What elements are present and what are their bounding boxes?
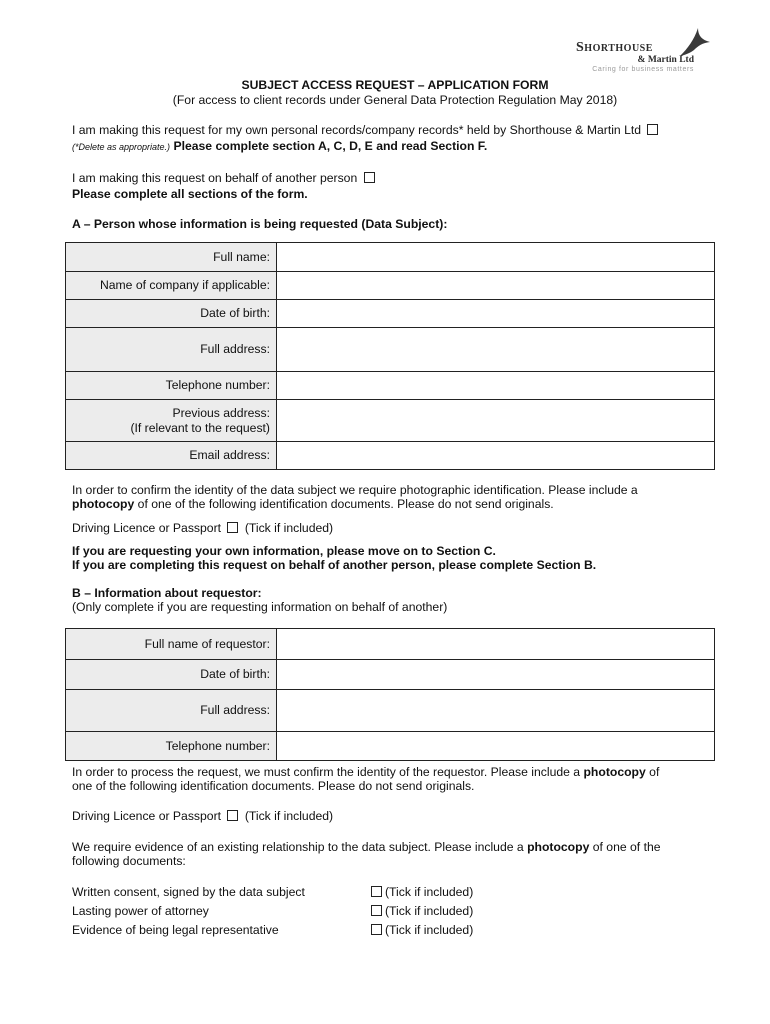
document-label: Written consent, signed by the data subject — [72, 885, 305, 899]
complete-behalf-instruction: Please complete all sections of the form. — [72, 187, 308, 201]
field-label: Full address: — [66, 328, 277, 372]
field-label: Telephone number: — [66, 732, 277, 761]
subject-licence-line — [72, 521, 333, 535]
previous-address-note: (If relevant to the request) — [130, 420, 270, 435]
behalf-request-line — [72, 171, 378, 185]
tick-label: (Tick if included) — [244, 521, 334, 535]
id-text-line-2 — [72, 497, 554, 511]
field-label: Name of company if applicable: — [66, 272, 277, 300]
tick-label: (Tick if included) — [385, 885, 474, 899]
own-request-instructions — [72, 139, 487, 153]
delete-note: (*Delete as appropriate.) — [72, 142, 171, 152]
field-label: Full address: — [66, 690, 277, 732]
written-consent-checkbox[interactable] — [371, 886, 382, 897]
complete-own-instruction: Please complete section A, C, D, E and read Section F. — [173, 139, 488, 153]
full-address-input[interactable] — [277, 328, 715, 372]
field-label: Full name of requestor: — [66, 629, 277, 660]
document-tick — [368, 904, 473, 918]
email-input[interactable] — [277, 442, 715, 470]
field-label: Telephone number: — [66, 372, 277, 400]
company-logo — [572, 26, 712, 74]
table-row — [66, 442, 715, 470]
own-request-line — [72, 123, 661, 137]
table-row — [66, 660, 715, 690]
table-row — [66, 328, 715, 372]
table-row — [66, 690, 715, 732]
section-a-heading: A – Person whose information is being requested (Data Subject): — [72, 217, 448, 231]
id-text-rest: of one of the following identification documents. Please do not send originals. — [134, 497, 554, 511]
evidence-text: We require evidence of an existing relationship to the data subject. Please include a — [72, 840, 528, 854]
requestor-name-input[interactable] — [277, 629, 715, 660]
table-row — [66, 272, 715, 300]
photocopy-emphasis: photocopy — [72, 497, 135, 511]
section-b-heading: B – Information about requestor: — [72, 586, 262, 600]
form-title: SUBJECT ACCESS REQUEST – APPLICATION FORM — [241, 78, 549, 92]
section-b-table — [65, 628, 715, 761]
id-text-line-1: In order to confirm the identity of the data subject we require photographic identification. Please include a — [72, 483, 638, 497]
own-request-text: I am making this request for my own personal records/company records* held by Shorthouse & Martin Ltd — [72, 123, 642, 137]
move-on-c-instruction: If you are requesting your own information, please move on to Section C. — [72, 544, 496, 558]
requestor-telephone-input[interactable] — [277, 732, 715, 761]
tick-label: (Tick if included) — [385, 904, 474, 918]
table-row — [66, 372, 715, 400]
document-tick — [368, 885, 473, 899]
evidence-text-end: of one of the — [589, 840, 661, 854]
own-request-checkbox[interactable] — [647, 124, 658, 135]
field-label: Full name: — [66, 243, 277, 272]
table-row — [66, 243, 715, 272]
requestor-address-input[interactable] — [277, 690, 715, 732]
section-b-subheading: (Only complete if you are requesting information on behalf of another) — [72, 600, 448, 614]
field-label — [66, 400, 277, 442]
photocopy-emphasis: photocopy — [583, 765, 646, 779]
form-subtitle: (For access to client records under General Data Protection Regulation May 2018) — [172, 93, 618, 107]
previous-address-label: Previous address: — [172, 405, 270, 420]
tick-label: (Tick if included) — [244, 809, 334, 823]
company-name-input[interactable] — [277, 272, 715, 300]
table-row — [66, 400, 715, 442]
evidence-line-1 — [72, 840, 661, 854]
power-of-attorney-checkbox[interactable] — [371, 905, 382, 916]
full-name-input[interactable] — [277, 243, 715, 272]
document-tick — [368, 923, 473, 937]
requestor-licence-checkbox[interactable] — [227, 810, 238, 821]
field-label: Date of birth: — [66, 300, 277, 328]
requestor-id-text-end: of — [645, 765, 660, 779]
requestor-id-line-2: one of the following identification documents. Please do not send originals. — [72, 779, 475, 793]
date-of-birth-input[interactable] — [277, 300, 715, 328]
tick-label: (Tick if included) — [385, 923, 474, 937]
licence-label: Driving Licence or Passport — [72, 521, 222, 535]
evidence-line-2: following documents: — [72, 854, 186, 868]
telephone-input[interactable] — [277, 372, 715, 400]
table-row — [66, 629, 715, 660]
behalf-request-checkbox[interactable] — [364, 172, 375, 183]
logo-tagline: Caring for business matters — [592, 66, 694, 73]
requestor-dob-input[interactable] — [277, 660, 715, 690]
photocopy-emphasis: photocopy — [527, 840, 590, 854]
requestor-id-line-1 — [72, 765, 659, 779]
logo-sub: & Martin Ltd — [637, 55, 694, 65]
logo-name: Shorthouse — [576, 40, 653, 55]
table-row — [66, 732, 715, 761]
field-label: Date of birth: — [66, 660, 277, 690]
field-label: Email address: — [66, 442, 277, 470]
table-row — [66, 300, 715, 328]
subject-licence-checkbox[interactable] — [227, 522, 238, 533]
behalf-request-text: I am making this request on behalf of another person — [72, 171, 358, 185]
document-label: Evidence of being legal representative — [72, 923, 279, 937]
document-label: Lasting power of attorney — [72, 904, 209, 918]
previous-address-input[interactable] — [277, 400, 715, 442]
requestor-id-text: In order to process the request, we must confirm the identity of the requestor. Please include a — [72, 765, 584, 779]
licence-label: Driving Licence or Passport — [72, 809, 222, 823]
section-a-table — [65, 242, 715, 470]
complete-b-instruction: If you are completing this request on behalf of another person, please complete Section B. — [72, 558, 597, 572]
requestor-licence-line — [72, 809, 333, 823]
legal-representative-checkbox[interactable] — [371, 924, 382, 935]
